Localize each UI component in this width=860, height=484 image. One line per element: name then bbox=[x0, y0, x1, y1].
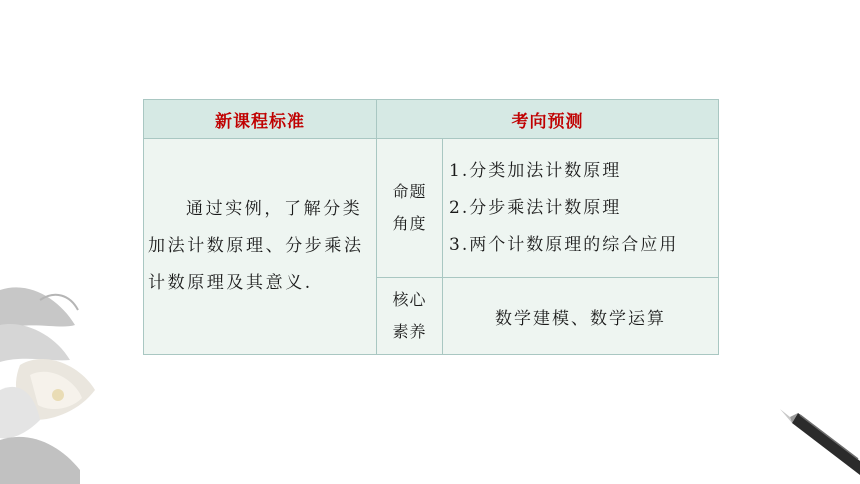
core-literacy-label bbox=[377, 278, 443, 355]
topic-item: 2.分步乘法计数原理 bbox=[449, 197, 622, 218]
header-exam-forecast: 考向预测 bbox=[377, 100, 719, 139]
pen-illustration bbox=[770, 395, 860, 484]
topic-angle-label bbox=[377, 139, 443, 278]
core-literacy-content: 数学建模、数学运算 bbox=[443, 278, 719, 355]
topic-angle-label-line1: 命题 bbox=[392, 182, 427, 201]
topic-item: 1.分类加法计数原理 bbox=[449, 160, 622, 181]
header-new-curriculum: 新课程标准 bbox=[144, 100, 377, 139]
topic-item: 3.两个计数原理的综合应用 bbox=[449, 234, 679, 255]
topic-list bbox=[443, 139, 719, 278]
standard-text: 通过实例，了解分类加法计数原理、分步乘法计数原理及其意义. bbox=[148, 199, 364, 293]
topic-angle-label-line2: 角度 bbox=[392, 214, 427, 233]
standard-cell bbox=[144, 139, 377, 355]
flower-illustration bbox=[0, 270, 110, 484]
curriculum-table bbox=[143, 99, 719, 355]
core-literacy-label-line2: 素养 bbox=[392, 322, 427, 341]
core-literacy-label-line1: 核心 bbox=[392, 290, 427, 309]
